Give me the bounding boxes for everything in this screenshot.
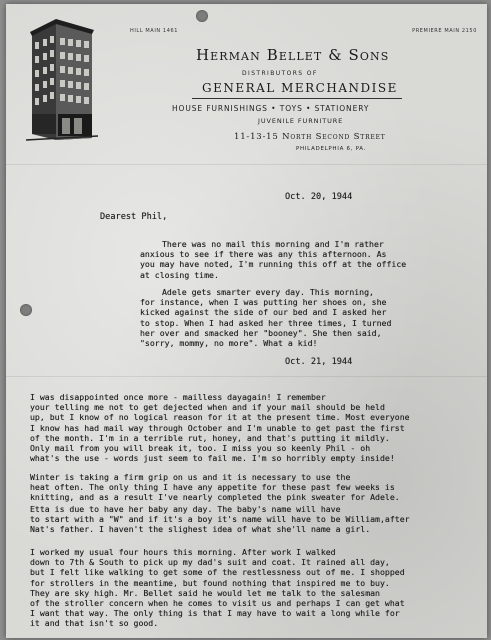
text-line: it and that isn't so good. — [30, 618, 159, 629]
text-line: of the stroller concern when he comes to visit us and perhaps I can get what — [30, 598, 405, 609]
text-line: your telling me not to get dejected when and if your mail should be held — [30, 402, 385, 413]
text-line: They are sky high. Mr. Bellet said he would let me talk to the salesman — [30, 587, 380, 598]
product-lines: HOUSE FURNISHINGS • TOYS • STATIONERY — [172, 104, 370, 113]
company-name: Herman Bellet & Sons — [196, 46, 390, 64]
juvenile-furniture-label: JUVENILE FURNITURE — [258, 117, 344, 125]
text-line: her over and smacked her "booney". She then said, — [140, 327, 382, 338]
text-line: up, but I know of no logical reason for it at the present time. Most everyone — [30, 412, 410, 423]
text-line: "sorry, mommy, no more". What a kid! — [140, 338, 318, 349]
text-line: I worked my usual four hours this morning. After work I walked — [30, 547, 336, 557]
text-line: Only mail from you will break it, too. I miss you so keenly Phil - oh — [30, 443, 371, 454]
punch-hole — [196, 10, 208, 22]
text-line: of the month. I'm in a terrible rut, honey, and that's putting it mildly. — [30, 432, 390, 443]
text-line: what's the use - words just seem to fail me. I'm so horribly empty inside! — [30, 453, 395, 464]
text-line: There was no mail this morning and I'm rather — [162, 239, 384, 249]
punch-hole — [20, 304, 32, 316]
text-line: heat often. The only thing I have any appetite for these past few weeks is — [30, 482, 395, 493]
letterhead-divider — [192, 98, 402, 99]
text-line: to stop. When I had asked her three times, I turned — [140, 317, 392, 328]
letter-sheet — [6, 4, 487, 638]
text-line: kicked against the side of our bed and I asked her — [140, 307, 387, 318]
text-line: for instance, when I was putting her shoes on, she — [140, 297, 387, 308]
street-address: 11-13-15 North Second Street — [234, 132, 386, 142]
text-line: Etta is due to have her baby any day. The baby's name will have — [30, 504, 341, 514]
letter-date-1: Oct. 20, 1944 — [285, 192, 353, 202]
text-line: I want that way. The only thing is that I may have to wait a long while for — [30, 608, 400, 619]
text-line: you may have noted, I'm running this off at the office — [140, 259, 407, 270]
general-merchandise-label: GENERAL MERCHANDISE — [202, 81, 398, 95]
text-line: I was disappointed once more - mailless dayagain! I remember — [30, 392, 326, 402]
text-line: Nat's father. I haven't the slighest idea of what she'll name a girl. — [30, 524, 371, 535]
paper-fold — [6, 164, 487, 165]
text-line: anxious to see if there was any this afternoon. As — [140, 249, 387, 260]
letter-date-2: Oct. 21, 1944 — [285, 357, 353, 367]
letter-greeting: Dearest Phil, — [100, 212, 168, 222]
distributors-of-label: DISTRIBUTORS OF — [242, 70, 318, 77]
text-line: Winter is taking a firm grip on us and it is necessary to use the — [30, 472, 351, 482]
paragraph-1 — [140, 239, 406, 280]
paragraph-2 — [140, 287, 391, 348]
text-line: I know has had mail way through October and I'm unable to get past the first — [30, 422, 405, 433]
text-line: but I felt like walking to get some of the restlessness out of me. I shopped — [30, 567, 405, 578]
building-illustration — [26, 18, 98, 142]
phone-number-right: PREMIERE MAIN 2150 — [412, 28, 477, 34]
paragraph-4 — [30, 472, 400, 503]
paragraph-3 — [30, 392, 410, 463]
text-line: at closing time. — [140, 269, 219, 280]
text-line: Adele gets smarter every day. This morning, — [162, 287, 374, 297]
paragraph-5 — [30, 504, 410, 535]
paragraph-6 — [30, 547, 405, 629]
phone-number-left: HILL MAIN 1461 — [130, 28, 179, 34]
text-line: for strollers in the meantime, but found nothing that inspired me to buy. — [30, 577, 390, 588]
paper-fold — [6, 376, 487, 377]
text-line: to start with a "W" and if it's a boy it's name will have to be William,after — [30, 514, 410, 525]
city-address: PHILADELPHIA 6, PA. — [296, 146, 367, 152]
text-line: down to 7th & South to pick up my dad's suit and coat. It rained all day, — [30, 557, 390, 568]
text-line: knitting, and as a result I've nearly completed the pink sweater for Adele. — [30, 492, 400, 503]
